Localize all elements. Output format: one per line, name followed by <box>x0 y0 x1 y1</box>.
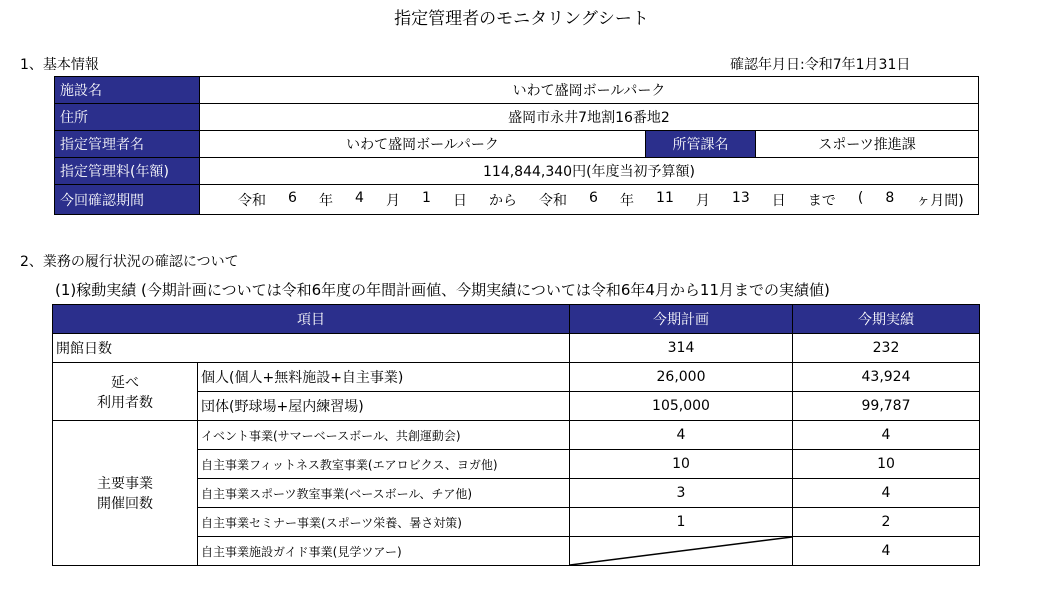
period-value <box>200 185 979 215</box>
section1-heading: 1、基本情報 <box>20 57 99 73</box>
event-row-label: 自主事業スポーツ教室事業(ベースボール、チア他) <box>198 479 570 508</box>
period-token: ヶ月間) <box>916 192 964 209</box>
events-group-label: 主要事業 開催回数 <box>53 421 198 566</box>
fee-label: 指定管理料(年額) <box>55 158 200 185</box>
users-row-plan: 26,000 <box>570 363 793 392</box>
period-token: 4 <box>355 189 364 206</box>
event-row-plan: 10 <box>570 450 793 479</box>
period-token: 日 <box>452 192 467 209</box>
period-token: 年 <box>620 192 634 209</box>
event-row-label: イベント事業(サマーベースボール、共創運動会) <box>198 421 570 450</box>
event-row-plan: 3 <box>570 479 793 508</box>
event-row-actual: 4 <box>793 479 980 508</box>
users-row-plan: 105,000 <box>570 392 793 421</box>
event-row-label: 自主事業施設ガイド事業(見学ツアー) <box>198 537 570 566</box>
address-value: 盛岡市永井7地割16番地2 <box>200 104 979 131</box>
event-row-actual: 4 <box>793 537 980 566</box>
confirm-date: 確認年月日:令和7年1月31日 <box>730 57 911 73</box>
section2-heading: 2、業務の履行状況の確認について <box>20 254 239 270</box>
period-token: 11 <box>656 189 674 206</box>
opening-days-plan: 314 <box>570 334 793 363</box>
period-token: 6 <box>288 189 297 206</box>
users-row-actual: 43,924 <box>793 363 980 392</box>
period-token: ( <box>857 189 864 206</box>
period-token: 8 <box>885 189 895 206</box>
event-row-plan: 4 <box>570 421 793 450</box>
header-actual: 今期実績 <box>793 305 980 334</box>
users-row-actual: 99,787 <box>793 392 980 421</box>
facility-value: いわて盛岡ボールパーク <box>200 77 979 104</box>
users-row-label: 個人(個人+無料施設+自主事業) <box>198 363 570 392</box>
event-row-actual: 2 <box>793 508 980 537</box>
period-label: 今回確認期間 <box>55 185 200 215</box>
opening-days-actual: 232 <box>793 334 980 363</box>
basic-info-table <box>54 76 979 215</box>
period-token: 月 <box>695 192 710 209</box>
performance-table <box>52 304 980 566</box>
event-row-label: 自主事業セミナー事業(スポーツ栄養、暑さ対策) <box>198 508 570 537</box>
diagonal-strike <box>570 537 792 565</box>
table-row <box>53 421 980 450</box>
header-plan: 今期計画 <box>570 305 793 334</box>
users-row-label: 団体(野球場+屋内練習場) <box>198 392 570 421</box>
period-token: 令和 <box>238 192 266 209</box>
users-group-label: 延べ 利用者数 <box>53 363 198 421</box>
page-title: 指定管理者のモニタリングシート <box>394 9 649 29</box>
facility-label: 施設名 <box>55 77 200 104</box>
period-token: 1 <box>422 189 431 206</box>
division-value: スポーツ推進課 <box>756 131 979 158</box>
event-row-label: 自主事業フィットネス教室事業(エアロビクス、ヨガ他) <box>198 450 570 479</box>
event-row-actual: 4 <box>793 421 980 450</box>
manager-label: 指定管理者名 <box>55 131 200 158</box>
period-token: 月 <box>385 192 400 209</box>
division-label: 所管課名 <box>646 131 756 158</box>
period-token: 日 <box>771 192 786 209</box>
period-token: 13 <box>731 189 750 206</box>
period-token: から <box>488 192 517 209</box>
event-row-plan-empty <box>570 537 793 566</box>
opening-days-label: 開館日数 <box>53 334 570 363</box>
manager-value: いわて盛岡ボールパーク <box>200 131 646 158</box>
period-token: 6 <box>589 189 598 206</box>
event-row-plan: 1 <box>570 508 793 537</box>
fee-value: 114,844,340円(年度当初予算額) <box>200 158 979 185</box>
header-item: 項目 <box>53 305 570 334</box>
table-row <box>53 363 980 392</box>
section2-subheading: (1)稼動実績 (今期計画については令和6年度の年間計画値、今期実績については令和6年4月から11月までの実績値) <box>55 281 830 299</box>
period-token: 年 <box>318 192 333 209</box>
period-token: まで <box>807 192 836 209</box>
event-row-actual: 10 <box>793 450 980 479</box>
address-label: 住所 <box>55 104 200 131</box>
period-token: 令和 <box>539 192 568 209</box>
